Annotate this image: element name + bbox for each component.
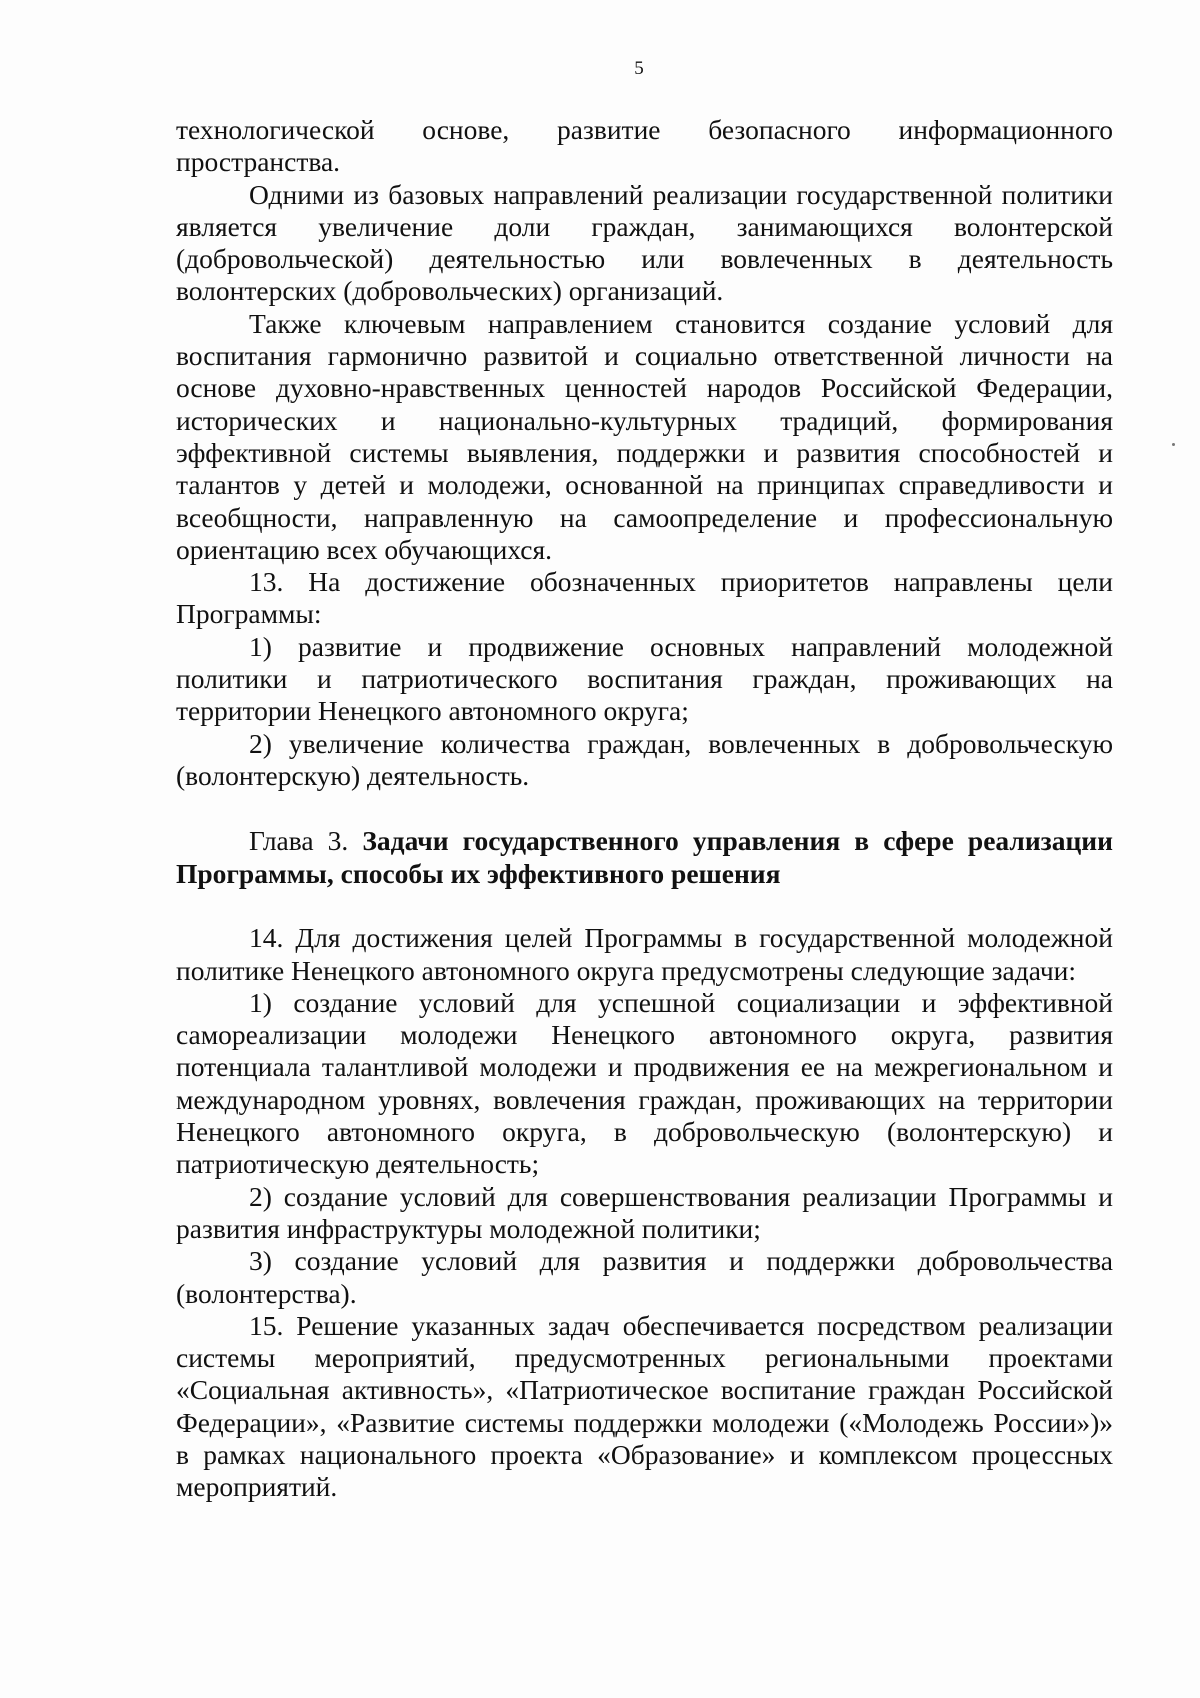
scan-speck xyxy=(1172,443,1175,446)
paragraph-continuation: технологической основе, развитие безопасного информационного пространства. xyxy=(176,114,1113,178)
paragraph-item-14: 14. Для достижения целей Программы в государственной молодежной политике Ненецкого автономного округа предусмотрены следующие задачи: xyxy=(176,922,1113,986)
page-number: 5 xyxy=(634,58,644,79)
document-body xyxy=(176,114,1113,1504)
paragraph-volunteer-direction: Одними из базовых направлений реализации государственной политики является увеличение доли граждан, занимающихся волонтерской (добровольческой) деятельностью или вовлеченных в деятельность волонтерских (добровольческих) организаций. xyxy=(176,178,1113,307)
paragraph-goal-1: 1) развитие и продвижение основных направлений молодежной политики и патриотического воспитания граждан, проживающих на территории Ненецкого автономного округа; xyxy=(176,630,1113,727)
paragraph-task-2: 2) создание условий для совершенствования реализации Программы и развития инфраструктуры молодежной политики; xyxy=(176,1180,1113,1244)
paragraph-task-3: 3) создание условий для развития и поддержки добровольчества (волонтерства). xyxy=(176,1245,1113,1309)
chapter-heading-title: Задачи государственного управления в сфере реализации Программы, способы их эффективного решения xyxy=(176,825,1113,890)
chapter-heading-prefix: Глава 3. xyxy=(249,825,363,857)
paragraph-task-1: 1) создание условий для успешной социализации и эффективной самореализации молодежи Ненецкого автономного округа, развития потенциала талантливой молодежи и продвижения ее на межрегиональном и международном уровнях, вовлечения граждан, проживающих на территории Ненецкого автономного округа, в добровольческую (волонтерскую) и патриотическую деятельность; xyxy=(176,986,1113,1180)
paragraph-goal-2: 2) увеличение количества граждан, вовлеченных в добровольческую (волонтерскую) деятельность. xyxy=(176,727,1113,791)
paragraph-key-direction: Также ключевым направлением становится создание условий для воспитания гармонично развитой и социально ответственной личности на основе духовно-нравственных ценностей народов Российской Федерации, исторических и национально-культурных традиций, формирования эффективной системы выявления, поддержки и развития способностей и талантов у детей и молодежи, основанной на принципах справедливости и всеобщности, направленную на самоопределение и профессиональную ориентацию всех обучающихся. xyxy=(176,307,1113,565)
paragraph-item-15: 15. Решение указанных задач обеспечивается посредством реализации системы мероприятий, предусмотренных региональными проектами «Социальная активность», «Патриотическое воспитание граждан Российской Федерации», «Развитие системы поддержки молодежи («Молодежь России»)» в рамках национального проекта «Образование» и комплексом процессных мероприятий. xyxy=(176,1309,1113,1503)
chapter-heading xyxy=(176,824,1113,890)
paragraph-item-13: 13. На достижение обозначенных приоритетов направлены цели Программы: xyxy=(176,566,1113,630)
